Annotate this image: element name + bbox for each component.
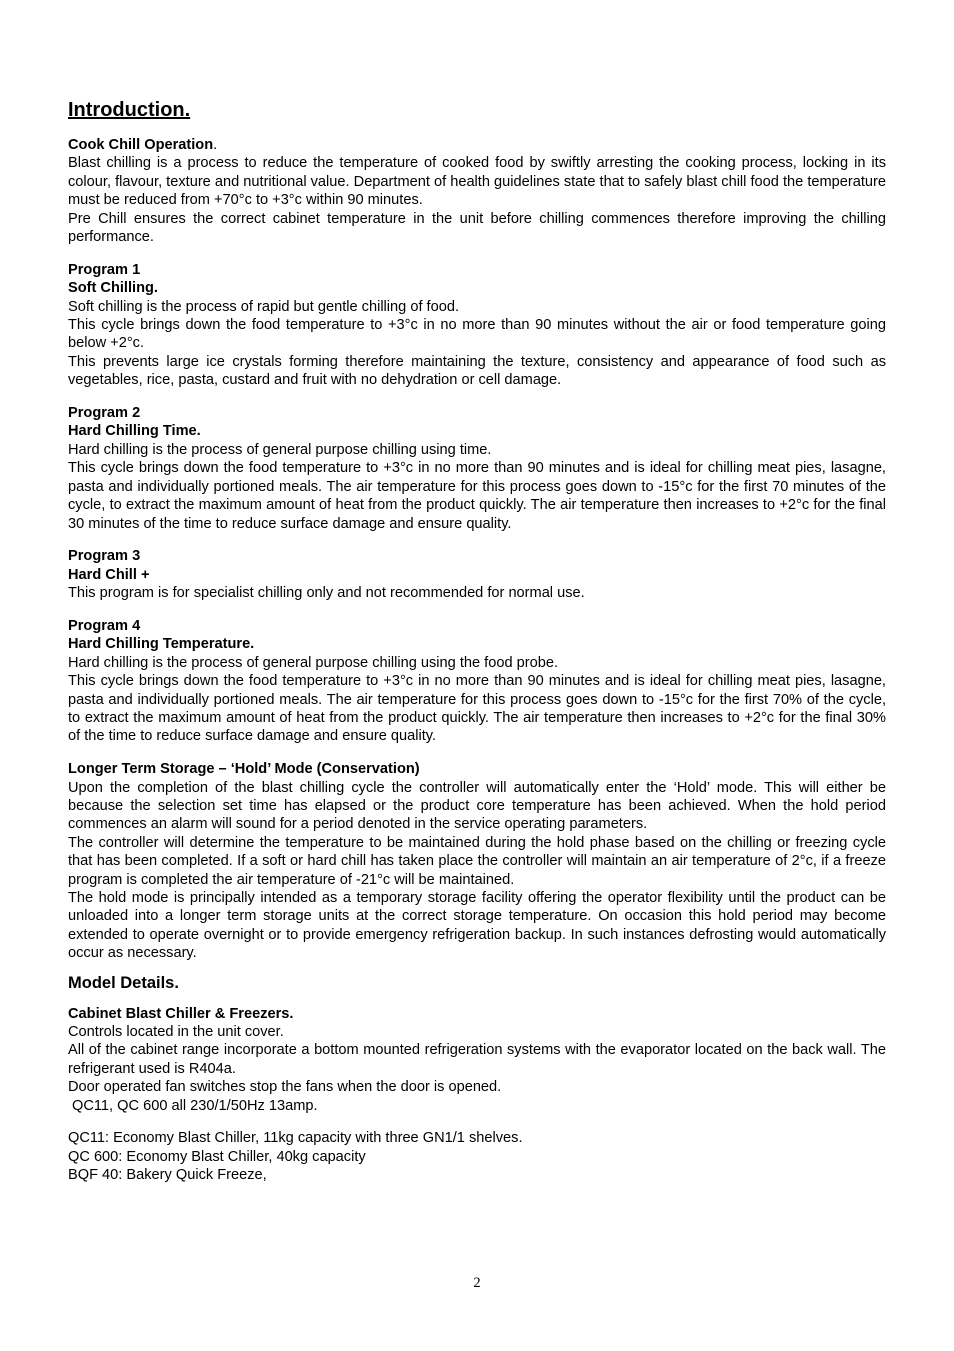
model-line-3: Door operated fan switches stop the fans when the door is opened. (68, 1079, 502, 1096)
program-1-label: Program 1 (68, 261, 141, 278)
model-line-1: Controls located in the unit cover. (68, 1024, 284, 1041)
program-4-line-1: Hard chilling is the process of general purpose chilling using the food probe. (68, 654, 558, 671)
program-4-line-2: This cycle brings down the food temperature to +3°c in no more than 90 minutes and is ideal for chilling meat pies, lasagne, pasta and individually portioned meals. The air temperature for this process goes down to -15°c for the first 70% of the cycle, to extract the maximum amount of heat from the product quickly. The air temperature then increases to +2°c for the final 30% of the time to reduce surface damage and ensure quality. (68, 673, 886, 745)
program-4-label: Program 4 (68, 617, 141, 634)
hold-mode-line-2: The controller will determine the temperature to be maintained during the hold phase based on the chilling or freezing cycle that has been completed. If a soft or hard chill has taken place the controller will maintain an air temperature of 2°c, if a freeze program is completed the air temperature of -21°c will be maintained. (68, 834, 886, 888)
program-3-label: Program 3 (68, 548, 141, 565)
model-item-qc600: QC 600: Economy Blast Chiller, 40kg capacity (68, 1148, 366, 1165)
cabinet-heading: Cabinet Blast Chiller & Freezers. (68, 1005, 294, 1022)
page-number: 2 (473, 1275, 481, 1291)
model-item-bqf40: BQF 40: Bakery Quick Freeze, (68, 1167, 267, 1184)
program-2-line-2: This cycle brings down the food temperature to +3°c in no more than 90 minutes and is ideal for chilling meat pies, lasagne, pasta and individually portioned meals. The air temperature for this process goes down to -15°c for the first 70 minutes of the cycle, to extract the maximum amount of heat from the product quickly. The air temperature then increases to +2°c for the final 30 minutes of the time to reduce surface damage and ensure quality. (68, 460, 886, 532)
model-item-qc11: QC11: Economy Blast Chiller, 11kg capacity with three GN1/1 shelves. (68, 1130, 523, 1147)
model-line-2: All of the cabinet range incorporate a bottom mounted refrigeration systems with the evaporator located on the back wall. The refrigerant used is R404a. (68, 1042, 886, 1077)
hold-mode-heading: Longer Term Storage – ‘Hold’ Mode (Conservation) (68, 761, 420, 778)
program-2-name: Hard Chilling Time. (68, 423, 201, 440)
model-line-4: QC11, QC 600 all 230/1/50Hz 13amp. (72, 1097, 318, 1114)
hold-mode-line-3: The hold mode is principally intended as a temporary storage facility offering the operator flexibility until the product can be unloaded into a longer term storage units at the correct storage temperature. On occasion this hold period may become extended to operate overnight or to provide emergency refrigeration backup. In such instances defrosting would automatically occur as necessary. (68, 889, 886, 962)
program-1-line-3: This prevents large ice crystals forming therefore maintaining the texture, consistency and appearance of food such as vegetables, rice, pasta, custard and fruit with no dehydration or cell damage. (68, 353, 886, 389)
hold-mode-line-1: Upon the completion of the blast chilling cycle the controller will automatically enter the ‘Hold’ mode. This will either be because the selection set time has elapsed or the product core temperature has been achieved. When the hold period commences an alarm will sound for a period denoted in the service operating parameters. (68, 779, 886, 833)
cook-chill-heading-suffix: . (213, 137, 218, 153)
program-4-name: Hard Chilling Temperature. (68, 636, 255, 653)
cook-chill-heading: Cook Chill Operation (68, 137, 214, 153)
document-page (68, 97, 886, 1185)
intro-paragraph-2: Pre Chill ensures the correct cabinet temperature in the unit before chilling commences therefore improving the chilling performance. (68, 210, 886, 246)
program-1-line-1: Soft chilling is the process of rapid but gentle chilling of food. (68, 298, 460, 315)
program-3-name: Hard Chill + (68, 566, 150, 583)
page-title: Introduction. (68, 99, 191, 121)
program-2-line-1: Hard chilling is the process of general purpose chilling using time. (68, 441, 492, 458)
model-details-title: Model Details. (68, 973, 179, 992)
program-1-line-2: This cycle brings down the food temperature to +3°c in no more than 90 minutes without the air or food temperature going below +2°c. (68, 317, 886, 352)
program-3-line-1: This program is for specialist chilling only and not recommended for normal use. (68, 585, 585, 602)
program-2-label: Program 2 (68, 405, 141, 422)
cook-chill-heading-line (68, 136, 886, 154)
intro-paragraph-1: Blast chilling is a process to reduce the temperature of cooked food by swiftly arresting the cooking process, locking in its colour, flavour, texture and nutritional value. Department of health guidelines state that to safely blast chill food the temperature must be reduced from +70°c to +3°c within 90 minutes. (68, 155, 886, 209)
program-1-name: Soft Chilling. (68, 280, 158, 297)
